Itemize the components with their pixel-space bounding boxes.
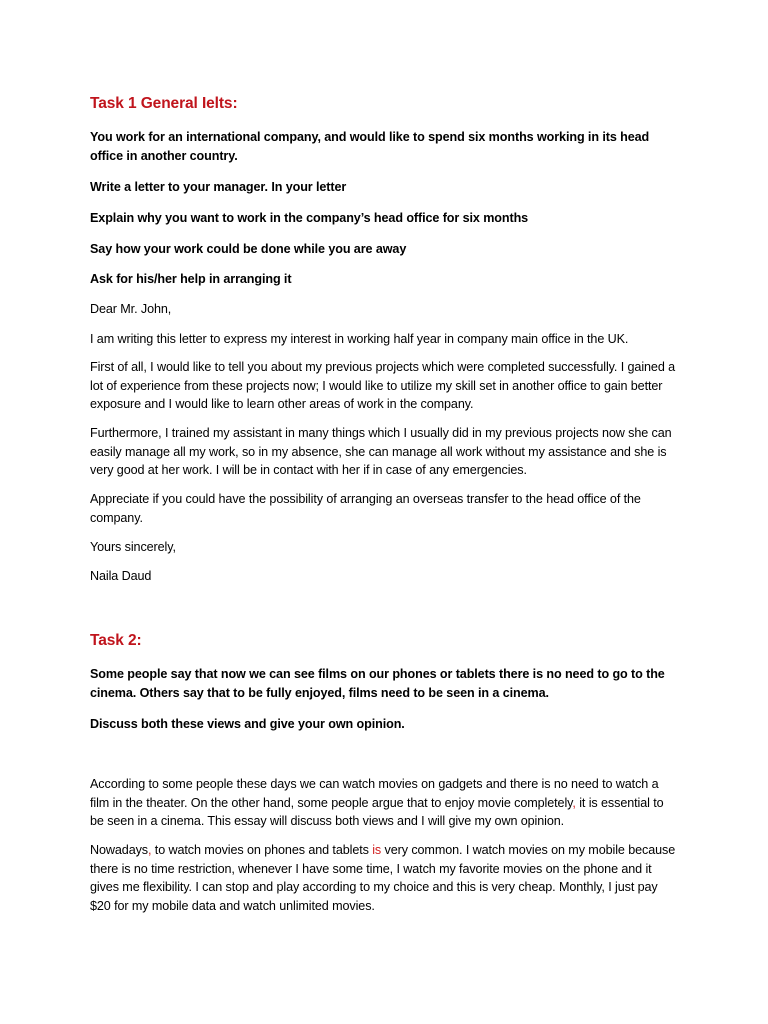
letter-paragraph-4: Appreciate if you could have the possibility of arranging an overseas transfer to the head office of the company. <box>90 492 641 525</box>
letter-signature: Naila Daud <box>90 569 152 583</box>
task1-prompt-point-1: Explain why you want to work in the company’s head office for six months <box>90 211 529 225</box>
essay-p1-text-b: it is essential to be seen in a cinema. This essay will discuss both views and I will give my own opinion. <box>90 795 664 828</box>
task1-heading: Task 1 General Ielts: <box>90 95 238 112</box>
letter-paragraph-3: Furthermore, I trained my assistant in many things which I usually did in my previous projects now she can easily manage all my work, so in my absence, she can manage all work without my assistance and she is very good at her work. I will be in contact with her if in case of any emergencies. <box>90 426 672 477</box>
essay-paragraph-2 <box>90 841 680 915</box>
essay-paragraph-1 <box>90 775 680 831</box>
letter-paragraph-2: First of all, I would like to tell you about my previous projects which were completed successfully. I gained a lot of experience from these projects now; I would like to utilize my skill set in another office to gain better exposure and I would like to learn other areas of work in the company. <box>90 360 676 411</box>
essay-p2-is: is <box>372 843 382 857</box>
essay-p2-text-c: very common. I watch movies on my mobile because there is no time restriction, whenever I have some time, I watch my favorite movies on the phone and it gives me flexibility. I can stop and play according to my choice and this is very cheap. Monthly, I just pay $20 for my mobile data and watch unlimited movies. <box>90 843 676 913</box>
essay-p2-text-a: Nowadays <box>90 843 148 857</box>
letter-greeting: Dear Mr. John, <box>90 302 172 316</box>
task1-prompt-intro: You work for an international company, and would like to spend six months working in its head office in another country. <box>90 130 650 163</box>
task2-prompt-instruction: Discuss both these views and give your own opinion. <box>90 717 405 731</box>
task1-prompt-point-3: Ask for his/her help in arranging it <box>90 272 292 286</box>
task1-prompt-point-2: Say how your work could be done while you are away <box>90 242 407 256</box>
essay-p1-text-a: According to some people these days we can watch movies on gadgets and there is no need to watch a film in the theater. On the other hand, some people argue that to enjoy movie completely <box>90 777 659 810</box>
task2-heading: Task 2: <box>90 632 142 649</box>
essay-p2-text-b: to watch movies on phones and tablets <box>151 843 373 857</box>
essay-p2-comma: , <box>148 843 152 857</box>
essay-p1-comma: , <box>572 795 576 810</box>
task1-prompt-instruction: Write a letter to your manager. In your letter <box>90 180 347 194</box>
letter-paragraph-1: I am writing this letter to express my interest in working half year in company main office in the UK. <box>90 332 629 346</box>
task2-prompt-statement: Some people say that now we can see films on our phones or tablets there is no need to go to the cinema. Others say that to be fully enjoyed, films need to be seen in a cinema. <box>90 667 665 700</box>
letter-closing: Yours sincerely, <box>90 540 176 554</box>
